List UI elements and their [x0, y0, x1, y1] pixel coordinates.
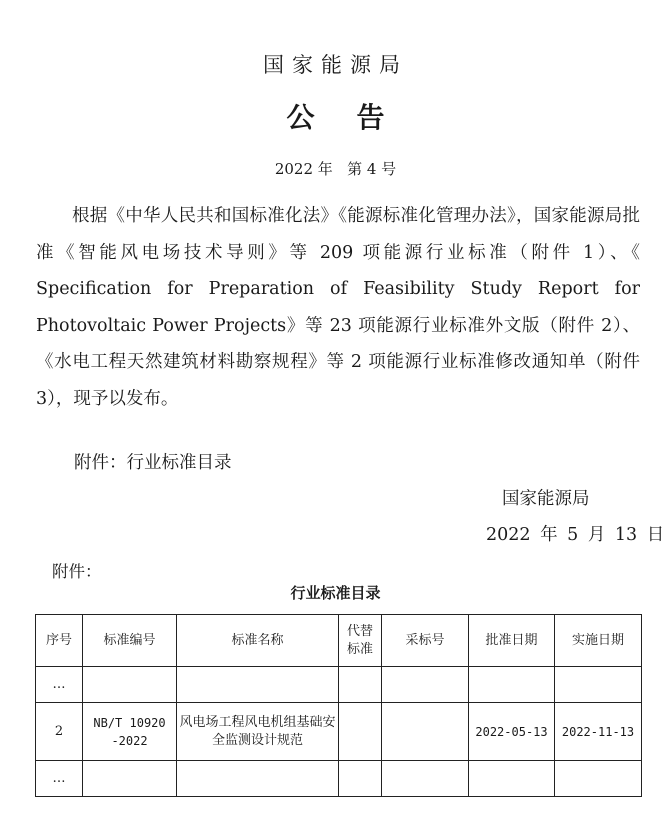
- cell-effective-date: [555, 667, 642, 703]
- appendix-label: 附件：: [52, 562, 102, 581]
- cell-approval-date: [469, 761, 555, 797]
- header-adopted: 采标号: [382, 615, 469, 667]
- cell-replaced: [339, 703, 382, 761]
- cell-effective-date: 2022-11-13: [555, 703, 642, 761]
- issuing-authority-title: 国家能源局: [263, 53, 408, 77]
- attachment-reference: 附件：行业标准目录: [74, 453, 232, 473]
- announcement-body: 根据《中华人民共和国标准化法》《能源标准化管理办法》，国家能源局批准《智能风电场技术导则》等 209 项能源行业标准（附件 1）、《 Specification for Preparation of Feasibility Study Report for Photovoltaic Power Projects》等 23 项能源行业标准外文版（附件 2）、《水电工程天然建筑材料勘察规程》等 2 项能源行业标准修改通知单（附件 3），现予以发布。: [36, 206, 640, 409]
- notice-title: 公告: [286, 101, 427, 134]
- cell-name: [177, 761, 339, 797]
- table-row: [36, 703, 642, 761]
- cell-seq: …: [36, 761, 83, 797]
- cell-seq: …: [36, 667, 83, 703]
- header-seq: 序号: [36, 615, 83, 667]
- header-name: 标准名称: [177, 615, 339, 667]
- cell-code: [83, 761, 177, 797]
- table-header-row: [36, 615, 642, 667]
- table-row: [36, 667, 642, 703]
- header-approval-date: 批准日期: [469, 615, 555, 667]
- cell-code-line2: -2022: [111, 733, 148, 748]
- cell-approval-date: [469, 667, 555, 703]
- cell-replaced: [339, 761, 382, 797]
- header-replaced-line2: 标准: [346, 641, 373, 657]
- header-replaced: [339, 615, 382, 667]
- cell-adopted: [382, 703, 469, 761]
- standards-list-title: 行业标准目录: [290, 584, 381, 602]
- cell-approval-date: 2022-05-13: [469, 703, 555, 761]
- document-number: 2022 年 第 4 号: [274, 160, 397, 178]
- signature-organization: 国家能源局: [502, 489, 590, 509]
- cell-adopted: [382, 667, 469, 703]
- standards-table: [35, 614, 642, 797]
- table-row: [36, 761, 642, 797]
- header-replaced-line1: 代替: [346, 623, 373, 639]
- cell-effective-date: [555, 761, 642, 797]
- cell-code: [83, 667, 177, 703]
- cell-adopted: [382, 761, 469, 797]
- cell-code: [83, 703, 177, 761]
- cell-code-line1: NB/T 10920: [93, 715, 166, 730]
- signature-date: 2022 年 5 月 13 日: [486, 525, 665, 545]
- cell-name: 风电场工程风电机组基础安全监测设计规范: [177, 703, 339, 761]
- cell-seq: 2: [36, 703, 83, 761]
- header-code: 标准编号: [83, 615, 177, 667]
- cell-name: [177, 667, 339, 703]
- cell-replaced: [339, 667, 382, 703]
- header-effective-date: 实施日期: [555, 615, 642, 667]
